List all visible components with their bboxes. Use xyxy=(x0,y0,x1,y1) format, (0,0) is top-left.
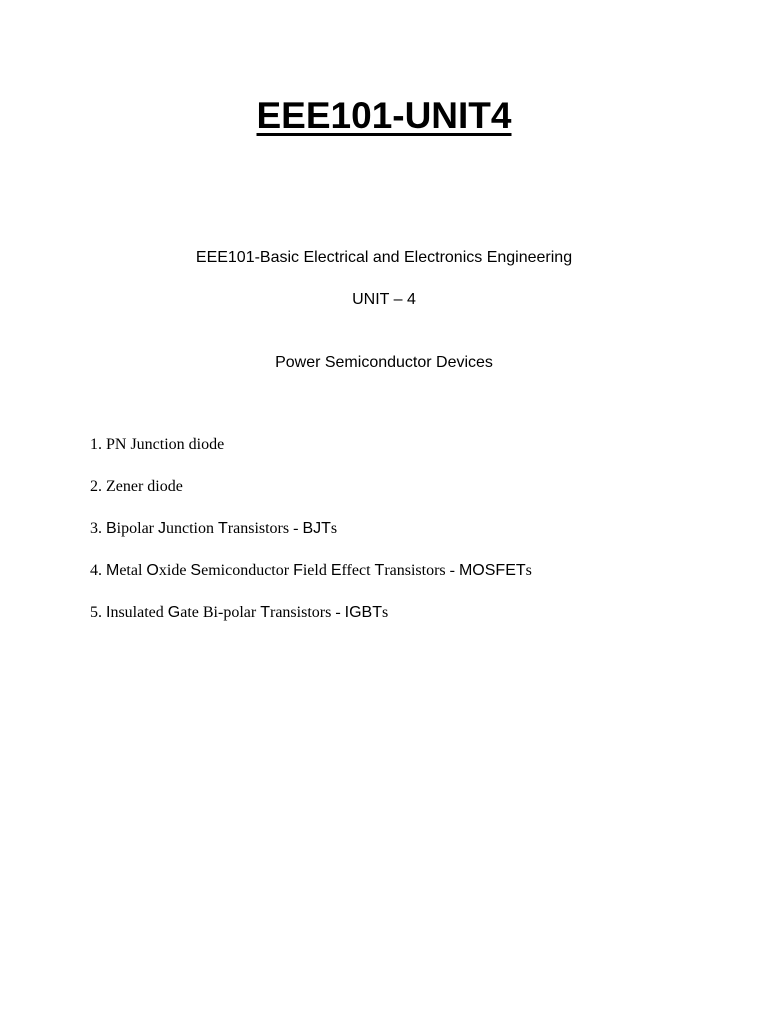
list-item-text: T xyxy=(374,562,385,579)
list-item-text: s xyxy=(525,562,532,579)
list-item xyxy=(90,560,730,602)
list-item-text: T xyxy=(218,520,228,537)
list-item xyxy=(90,602,730,644)
list-item-text: BJT xyxy=(302,520,331,537)
list-item-text: B xyxy=(106,520,117,537)
list-item-text: s xyxy=(381,604,389,621)
list-item-text: O xyxy=(146,562,159,579)
list-item-text: T xyxy=(260,604,270,621)
list-item-text: nsulated xyxy=(110,604,168,621)
page-title-text: EEE101-UNIT4 xyxy=(256,95,512,136)
list-item-text: emiconductor xyxy=(201,562,294,579)
list-item-text: ransistors - xyxy=(384,562,459,579)
list-item-text: I xyxy=(106,604,111,621)
list-item-number: 5. xyxy=(90,604,106,621)
unit-line: UNIT – 4 xyxy=(352,291,416,308)
list-item-text: s xyxy=(330,520,338,537)
course-line: EEE101-Basic Electrical and Electronics Engineering xyxy=(195,249,573,266)
list-item-text: ransistors - xyxy=(227,520,303,537)
list-item-number: 3. xyxy=(90,520,106,537)
list-item-text: ate Bi-polar xyxy=(180,604,261,621)
list-item-text: S xyxy=(190,562,202,579)
list-item-text: MOSFET xyxy=(458,562,526,579)
list-item-text: G xyxy=(167,604,181,621)
list-item-text: ransistors - xyxy=(269,604,345,621)
list-item-text: F xyxy=(293,562,303,579)
list-item-number: 4. xyxy=(90,562,106,579)
list-item-text: ffect xyxy=(341,562,375,579)
list-item-text: ield xyxy=(302,562,331,579)
device-list xyxy=(90,434,730,644)
list-item-text: unction xyxy=(166,520,218,537)
list-item-text: ipolar xyxy=(116,520,158,537)
topic-line: Power Semiconductor Devices xyxy=(275,354,493,371)
list-item xyxy=(90,476,730,518)
list-item-text: E xyxy=(330,562,342,579)
page-title xyxy=(0,92,768,140)
list-item-text: xide xyxy=(158,562,191,579)
list-item xyxy=(90,518,730,560)
list-item-number: 2. xyxy=(90,478,106,495)
list-item-text: IGBT xyxy=(344,604,382,621)
list-item-text: etal xyxy=(119,562,147,579)
list-item-text: J xyxy=(158,520,166,537)
list-item-text: Zener diode xyxy=(106,478,183,495)
list-item-text: PN Junction diode xyxy=(106,436,225,453)
list-item-number: 1. xyxy=(90,436,106,453)
list-item xyxy=(90,434,730,476)
list-item-text: M xyxy=(106,562,120,579)
